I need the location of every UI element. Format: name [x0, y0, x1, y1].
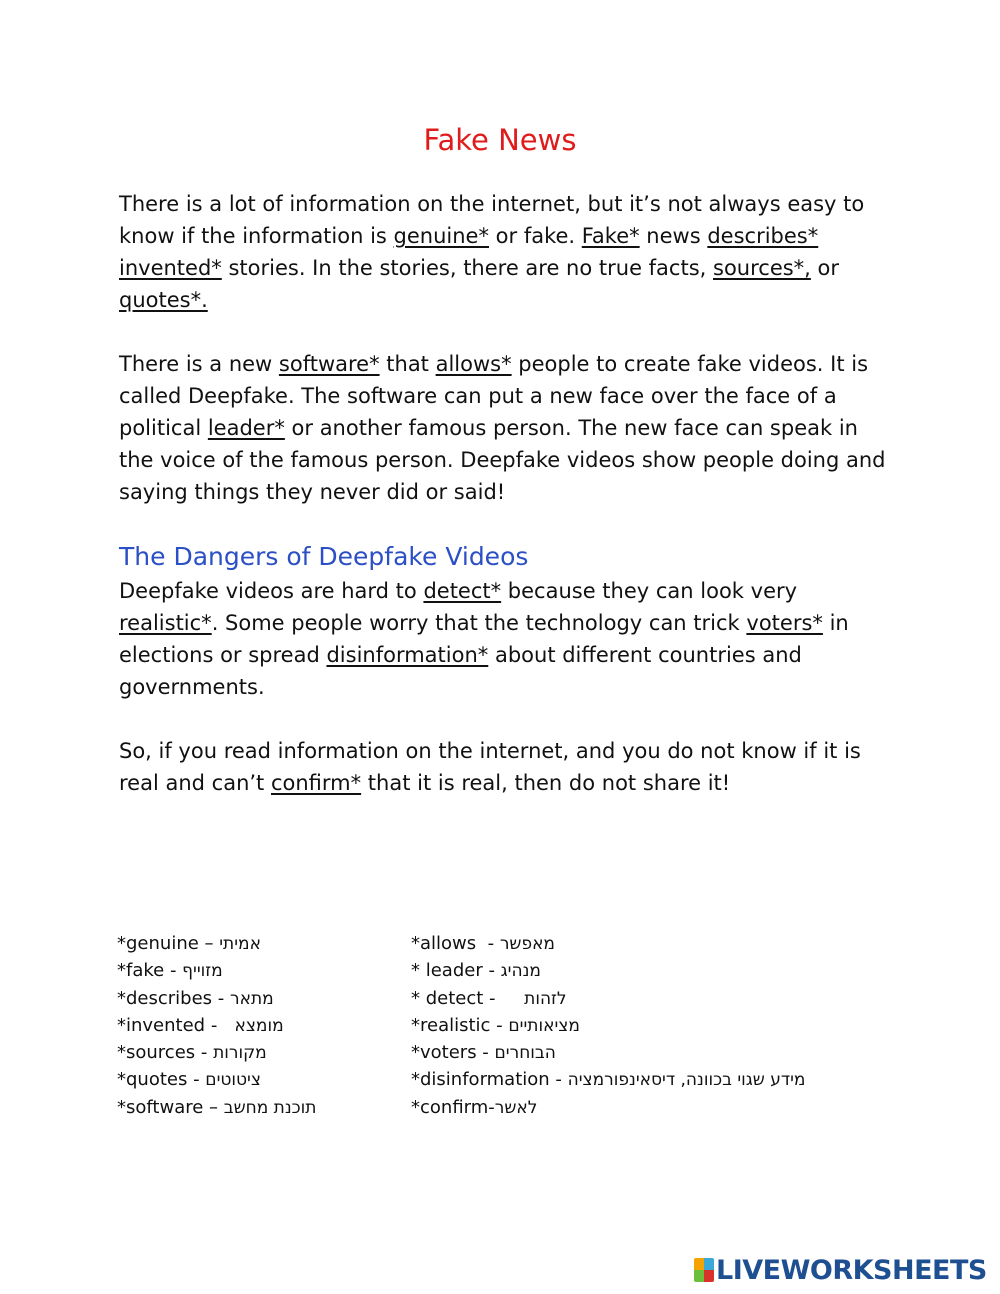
glossary-entry: *allows - מאפשר: [411, 933, 555, 954]
glossary-left-column: [117, 930, 316, 1121]
section-heading: The Dangers of Deepfake Videos: [119, 542, 529, 571]
vocab-word: voters*: [746, 611, 823, 635]
vocab-word: confirm*: [270, 771, 362, 795]
glossary-entry: *fake - מזוייף: [117, 960, 223, 982]
glossary-entry: *disinformation - מידע שגוי בכוונה, דיסאינפורמציה: [411, 1069, 806, 1091]
glossary-entry: * leader - מנהיג: [411, 960, 541, 982]
vocab-word: describes* invented*: [119, 224, 819, 280]
vocab-word: software*: [278, 352, 380, 376]
glossary-entry: *quotes - ציטוטים: [117, 1069, 261, 1091]
vocab-word: realistic*: [119, 611, 212, 635]
logo-text: LIVEWORKSHEETS: [716, 1254, 987, 1286]
page-title: Fake News: [423, 123, 577, 157]
vocab-word: sources*,: [713, 256, 811, 280]
glossary-entry: *software – תוכנת מחשב: [117, 1096, 317, 1118]
glossary-entry: *sources - מקורות: [117, 1042, 267, 1064]
vocab-word: genuine*: [393, 224, 489, 248]
glossary-entry: *describes - מתאר: [117, 987, 274, 1009]
glossary-entry: *voters - הבוחרים: [411, 1042, 556, 1064]
liveworksheets-logo[interactable]: [694, 1254, 987, 1286]
glossary-entry: *genuine – אמיתי: [117, 933, 261, 954]
glossary-entry: * detect - לזהות: [411, 987, 567, 1009]
vocab-word: detect*: [423, 579, 502, 603]
glossary-entry: *confirm-לאשר: [411, 1096, 538, 1118]
glossary-entry: *realistic - מציאותיים: [411, 1014, 580, 1036]
vocab-word: disinformation*: [326, 643, 489, 667]
paragraph-deepfake: There is a new software* that allows* people to create fake videos. It is called Deepfake. The software can put a new face over the face of a political leader* or another famous person. The new face can speak in the voice of the famous person. Deepfake videos show people doing and saying things they never did or said!: [119, 352, 886, 504]
glossary-right-column: [411, 930, 805, 1121]
paragraph-intro: There is a lot of information on the internet, but it’s not always easy to know if the information is genuine* or fake. Fake* news describes* invented* stories. In the stories, there are no true facts, sources*, or quotes*.: [119, 192, 865, 312]
vocab-word: leader*: [207, 416, 285, 440]
vocab-word: allows*: [435, 352, 512, 376]
glossary-entry: *invented - מומצא: [117, 1014, 284, 1036]
paragraph-conclusion: So, if you read information on the internet, and you do not know if it is real and can’t confirm* that it is real, then do not share it!: [119, 739, 861, 795]
liveworksheets-logo-icon: [694, 1258, 714, 1282]
vocab-word: Fake*: [581, 224, 640, 248]
paragraph-dangers: Deepfake videos are hard to detect* because they can look very realistic*. Some people worry that the technology can trick voters* in elections or spread disinformation* about different countries and governments.: [119, 579, 849, 699]
vocab-word: quotes*.: [119, 288, 208, 312]
